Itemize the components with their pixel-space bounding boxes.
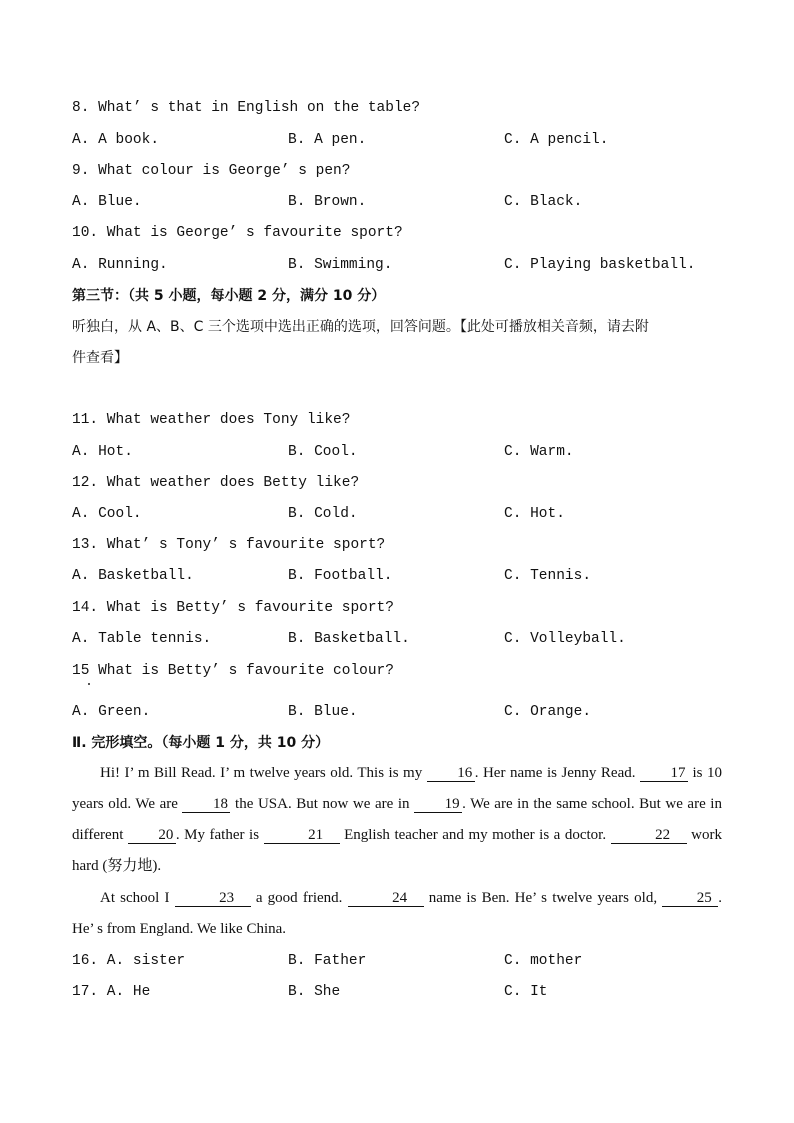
option-15a: A. Green. — [72, 704, 151, 720]
option-8b: B. A pen. — [288, 132, 367, 148]
option-13b: B. Football. — [288, 568, 393, 584]
blank-20[interactable]: 20 — [128, 827, 176, 844]
cloze-text: a good friend. — [250, 890, 348, 906]
section-3-instruction-line1: 听独白，从 A、B、C 三个选项中选出正确的选项，回答问题。【此处可播放相关音频，请去附 — [72, 319, 649, 335]
option-17b: B. She — [288, 984, 341, 1000]
section-3-instruction-line2: 件查看】 — [72, 350, 128, 366]
option-17a: 17. A. He — [72, 984, 151, 1000]
cloze-text: name is Ben. He’ s twelve years old, — [423, 890, 663, 906]
option-12c: C. Hot. — [504, 506, 565, 522]
option-14c: C. Volleyball. — [504, 631, 626, 647]
option-9b: B. Brown. — [288, 194, 367, 210]
question-15: 15 What is Betty’ s favourite colour? — [72, 663, 394, 679]
option-10c: C. Playing basketball. — [504, 257, 696, 273]
blank-21[interactable]: 21 — [264, 827, 340, 844]
question-9: 9. What colour is George’ s pen? — [72, 163, 351, 179]
blank-25[interactable]: 25 — [662, 890, 718, 907]
option-8c: C. A pencil. — [504, 132, 609, 148]
question-14: 14. What is Betty’ s favourite sport? — [72, 600, 394, 616]
option-8a: A. A book. — [72, 132, 160, 148]
option-16b: B. Father — [288, 953, 367, 969]
cloze-text: Hi! I’ m Bill Read. I’ m twelve years old. This is my — [100, 765, 427, 781]
question-8: 8. What’ s that in English on the table? — [72, 100, 421, 116]
option-10b: B. Swimming. — [288, 257, 393, 273]
cloze-text: the USA. But now we are in — [230, 796, 415, 812]
blank-18[interactable]: 18 — [182, 796, 230, 813]
option-9a: A. Blue. — [72, 194, 142, 210]
option-13a: A. Basketball. — [72, 568, 194, 584]
option-16c: C. mother — [504, 953, 583, 969]
option-16a: 16. A. sister — [72, 953, 186, 969]
option-15b: B. Blue. — [288, 704, 358, 720]
option-11a: A. Hot. — [72, 444, 133, 460]
stray-mark — [88, 683, 90, 685]
option-14a: A. Table tennis. — [72, 631, 212, 647]
blank-23[interactable]: 23 — [175, 890, 251, 907]
option-11c: C. Warm. — [504, 444, 574, 460]
cloze-paragraph-2 — [72, 883, 722, 945]
option-14b: B. Basketball. — [288, 631, 410, 647]
question-12: 12. What weather does Betty like? — [72, 475, 360, 491]
question-13: 13. What’ s Tony’ s favourite sport? — [72, 537, 386, 553]
cloze-paragraph-1 — [72, 758, 722, 882]
option-11b: B. Cool. — [288, 444, 358, 460]
blank-22[interactable]: 22 — [611, 827, 687, 844]
option-12b: B. Cold. — [288, 506, 358, 522]
option-15c: C. Orange. — [504, 704, 592, 720]
question-10: 10. What is George’ s favourite sport? — [72, 225, 403, 241]
cloze-heading: Ⅱ. 完形填空。（每小题 1 分，共 10 分） — [72, 735, 330, 751]
option-17c: C. It — [504, 984, 548, 1000]
question-11: 11. What weather does Tony like? — [72, 412, 351, 428]
cloze-text: English teacher and my mother is a doctor. — [339, 827, 611, 843]
blank-24[interactable]: 24 — [348, 890, 424, 907]
blank-17[interactable]: 17 — [640, 765, 688, 782]
blank-16[interactable]: 16 — [427, 765, 475, 782]
cloze-text: work hard (努力地). — [72, 827, 722, 874]
cloze-text: is 10 years old. We are — [72, 765, 722, 812]
blank-19[interactable]: 19 — [414, 796, 462, 813]
option-13c: C. Tennis. — [504, 568, 592, 584]
option-12a: A. Cool. — [72, 506, 142, 522]
option-9c: C. Black. — [504, 194, 583, 210]
cloze-text: At school I — [100, 890, 175, 906]
cloze-text: . Her name is Jenny Read. — [474, 765, 640, 781]
cloze-text: . My father is — [175, 827, 264, 843]
section-3-heading: 第三节：（共 5 小题，每小题 2 分，满分 10 分） — [72, 288, 386, 304]
cloze-text: . He’ s from England. We like China. — [72, 890, 722, 937]
option-10a: A. Running. — [72, 257, 168, 273]
cloze-text: . We are in the same school. But we are in different — [72, 796, 722, 843]
